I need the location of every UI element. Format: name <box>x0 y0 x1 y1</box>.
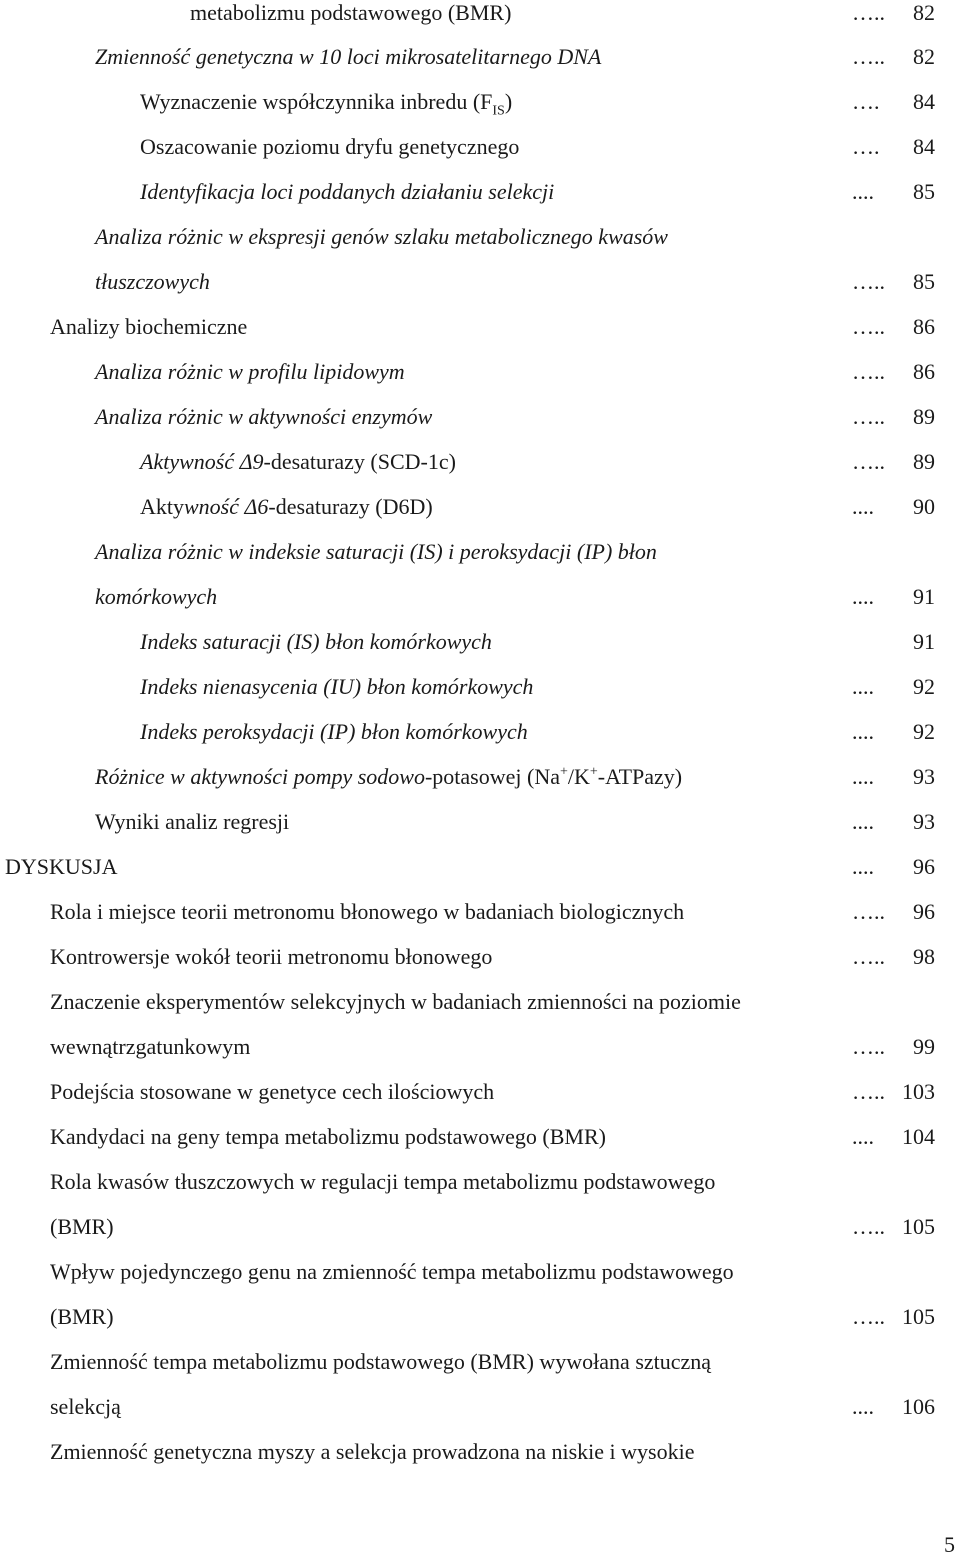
toc-entry[interactable] <box>0 1342 960 1382</box>
toc-entry-text: Rola i miejsce teorii metronomu błonowego w badaniach biologicznych <box>50 899 685 924</box>
toc-entry-text-part: -ATPazy) <box>597 764 683 789</box>
toc-entry[interactable] <box>0 892 960 932</box>
toc-entry[interactable] <box>0 1252 960 1292</box>
toc-entry-text: Podejścia stosowane w genetyce cech ilościowych <box>50 1079 495 1104</box>
toc-entry-text: komórkowych <box>95 584 218 609</box>
toc-entry-text: Wyniki analiz regresji <box>95 809 290 834</box>
toc-entry-suffix: ….. <box>852 1214 885 1239</box>
toc-entry-text-italic: Różnice w aktywności pompy sodowo <box>95 764 425 789</box>
toc-entry-suffix: .... <box>852 809 874 834</box>
toc-entry-suffix: …. <box>852 134 880 159</box>
toc-entry-suffix: ….. <box>852 0 885 25</box>
toc-entry-text: Kandydaci na geny tempa metabolizmu podstawowego (BMR) <box>50 1124 606 1149</box>
toc-entry-suffix: ….. <box>852 44 885 69</box>
toc-entry[interactable] <box>0 1432 960 1472</box>
toc-entry[interactable] <box>0 712 960 752</box>
toc-entry[interactable] <box>0 982 960 1022</box>
toc-entry-suffix: …. <box>852 89 880 114</box>
toc-page-number: 93 <box>913 809 935 834</box>
toc-entry-suffix: .... <box>852 179 874 204</box>
toc-entry-suffix: .... <box>852 674 874 699</box>
toc-entry[interactable] <box>0 487 960 527</box>
toc-entry-suffix: ….. <box>852 314 885 339</box>
toc-entry-text-italic: Aktywność Δ9 <box>140 449 264 474</box>
toc-entry[interactable] <box>0 0 960 33</box>
toc-page-number: 86 <box>913 314 935 339</box>
toc-entry[interactable] <box>0 1027 960 1067</box>
toc-entry[interactable] <box>0 1387 960 1427</box>
toc-page-number: 106 <box>902 1394 935 1419</box>
toc-entry-text: Zmienność genetyczna myszy a selekcja prowadzona na niskie i wysokie <box>50 1439 695 1464</box>
toc-entry-text: Indeks peroksydacji (IP) błon komórkowych <box>140 719 528 744</box>
toc-entry-suffix: ….. <box>852 269 885 294</box>
toc-page-number: 96 <box>913 854 935 879</box>
toc-entry-text: Wpływ pojedynczego genu na zmienność tempa metabolizmu podstawowego <box>50 1259 734 1284</box>
toc-page-number: 93 <box>913 764 935 789</box>
toc-entry[interactable] <box>0 1207 960 1247</box>
toc-page-number: 96 <box>913 899 935 924</box>
toc-entry-text: Oszacowanie poziomu dryfu genetycznego <box>140 134 520 159</box>
toc-entry[interactable] <box>0 937 960 977</box>
toc-entry-suffix: .... <box>852 719 874 744</box>
toc-entry-text: Znaczenie eksperymentów selekcyjnych w badaniach zmienności na poziomie <box>50 989 741 1014</box>
toc-entry-text: Analiza różnic w profilu lipidowym <box>95 359 405 384</box>
toc-page-number: 89 <box>913 449 935 474</box>
toc-page-number: 92 <box>913 674 935 699</box>
toc-entry-text-part: Akty <box>140 494 184 519</box>
toc-page-number: 85 <box>913 269 935 294</box>
toc-entry-suffix: ….. <box>852 359 885 384</box>
toc-entry-text <box>140 487 433 527</box>
toc-entry-subscript: IS <box>492 103 505 119</box>
toc-page-number: 91 <box>913 584 935 609</box>
toc-entry[interactable] <box>0 442 960 482</box>
toc-entry-text <box>95 757 682 797</box>
toc-entry[interactable] <box>0 127 960 167</box>
toc-entry[interactable] <box>0 172 960 212</box>
toc-page-number: 89 <box>913 404 935 429</box>
toc-page-number: 91 <box>913 629 935 654</box>
toc-entry-text-italic: wność Δ6 <box>184 494 269 519</box>
toc-entry-text: selekcją <box>50 1394 121 1419</box>
toc-entry-suffix: ….. <box>852 899 885 924</box>
toc-entry-text: metabolizmu podstawowego (BMR) <box>190 0 512 25</box>
toc-entry[interactable] <box>0 352 960 392</box>
toc-entry-text-part: Wyznaczenie współczynnika inbredu (F <box>140 89 493 114</box>
toc-entry-text-part: ) <box>504 89 513 114</box>
toc-entry[interactable] <box>0 802 960 842</box>
toc-entry-suffix: ….. <box>852 404 885 429</box>
toc-entry[interactable] <box>0 82 960 122</box>
toc-entry-text-part: /K <box>567 764 590 789</box>
toc-entry-superscript: + <box>589 764 598 780</box>
toc-page-number: 84 <box>913 89 935 114</box>
toc-entry[interactable] <box>0 757 960 797</box>
toc-entry-text: Rola kwasów tłuszczowych w regulacji tempa metabolizmu podstawowego <box>50 1169 716 1194</box>
toc-entry-text <box>140 442 456 482</box>
toc-entry[interactable] <box>0 1072 960 1112</box>
toc-entry[interactable] <box>0 847 960 887</box>
toc-page-number: 86 <box>913 359 935 384</box>
toc-entry[interactable] <box>0 307 960 347</box>
toc-entry-text: (BMR) <box>50 1214 114 1239</box>
toc-entry-text: Kontrowersje wokół teorii metronomu błonowego <box>50 944 493 969</box>
toc-page-number: 90 <box>913 494 935 519</box>
toc-page-number: 82 <box>913 44 935 69</box>
toc-entry-text: Analizy biochemiczne <box>50 314 248 339</box>
toc-entry-suffix: .... <box>852 854 874 879</box>
toc-entry[interactable] <box>0 622 960 662</box>
toc-entry-suffix: .... <box>852 764 874 789</box>
toc-entry-text: Indeks saturacji (IS) błon komórkowych <box>140 629 492 654</box>
toc-entry-text: Analiza różnic w aktywności enzymów <box>95 404 433 429</box>
toc-entry-text: tłuszczowych <box>95 269 210 294</box>
toc-page-number: 84 <box>913 134 935 159</box>
toc-entry-text <box>140 82 512 122</box>
toc-entry[interactable] <box>0 1117 960 1157</box>
toc-entry-text: Analiza różnic w ekspresji genów szlaku metabolicznego kwasów <box>95 224 668 249</box>
toc-entry-suffix: .... <box>852 1394 874 1419</box>
toc-entry[interactable] <box>0 667 960 707</box>
toc-entry-text-part: -desaturazy (D6D) <box>268 494 433 519</box>
toc-entry-text: DYSKUSJA <box>5 854 118 879</box>
toc-entry-suffix: ….. <box>852 1304 885 1329</box>
toc-entry-suffix: .... <box>852 494 874 519</box>
toc-entry[interactable] <box>0 217 960 257</box>
toc-entry[interactable] <box>0 577 960 617</box>
toc-entry[interactable] <box>0 1297 960 1337</box>
toc-page-number: 105 <box>902 1214 935 1239</box>
toc-entry-suffix: ….. <box>852 1034 885 1059</box>
toc-page-number: 85 <box>913 179 935 204</box>
toc-page-number: 92 <box>913 719 935 744</box>
toc-entry-superscript: + <box>559 764 568 780</box>
toc-entry-suffix: ….. <box>852 449 885 474</box>
toc-entry-text: Identyfikacja loci poddanych działaniu selekcji <box>140 179 555 204</box>
toc-entry-text: wewnątrzgatunkowym <box>50 1034 251 1059</box>
toc-entry-text: Zmienność genetyczna w 10 loci mikrosatelitarnego DNA <box>95 44 602 69</box>
toc-page-number: 104 <box>902 1124 935 1149</box>
toc-page-number: 99 <box>913 1034 935 1059</box>
toc-entry-text: (BMR) <box>50 1304 114 1329</box>
toc-entry[interactable] <box>0 37 960 77</box>
toc-entry-suffix: ….. <box>852 1079 885 1104</box>
toc-page-number: 82 <box>913 0 935 25</box>
toc-entry[interactable] <box>0 1162 960 1202</box>
toc-entry-text-part: -desaturazy (SCD-1c) <box>263 449 456 474</box>
toc-entry-suffix: .... <box>852 1124 874 1149</box>
toc-entry-text: Indeks nienasycenia (IU) błon komórkowych <box>140 674 534 699</box>
toc-entry-text: Analiza różnic w indeksie saturacji (IS) i peroksydacji (IP) błon <box>95 539 657 564</box>
toc-entry[interactable] <box>0 262 960 302</box>
toc-entry-text-part: -potasowej (Na <box>424 764 560 789</box>
toc-entry[interactable] <box>0 397 960 437</box>
toc-entry-suffix: ….. <box>852 944 885 969</box>
toc-page-number: 103 <box>902 1079 935 1104</box>
toc-entry-suffix: .... <box>852 584 874 609</box>
toc-page-number: 105 <box>902 1304 935 1329</box>
toc-entry-text: Zmienność tempa metabolizmu podstawowego (BMR) wywołana sztuczną <box>50 1349 712 1374</box>
toc-page-number: 98 <box>913 944 935 969</box>
page-number: 5 <box>944 1532 955 1557</box>
toc-entry[interactable] <box>0 532 960 572</box>
